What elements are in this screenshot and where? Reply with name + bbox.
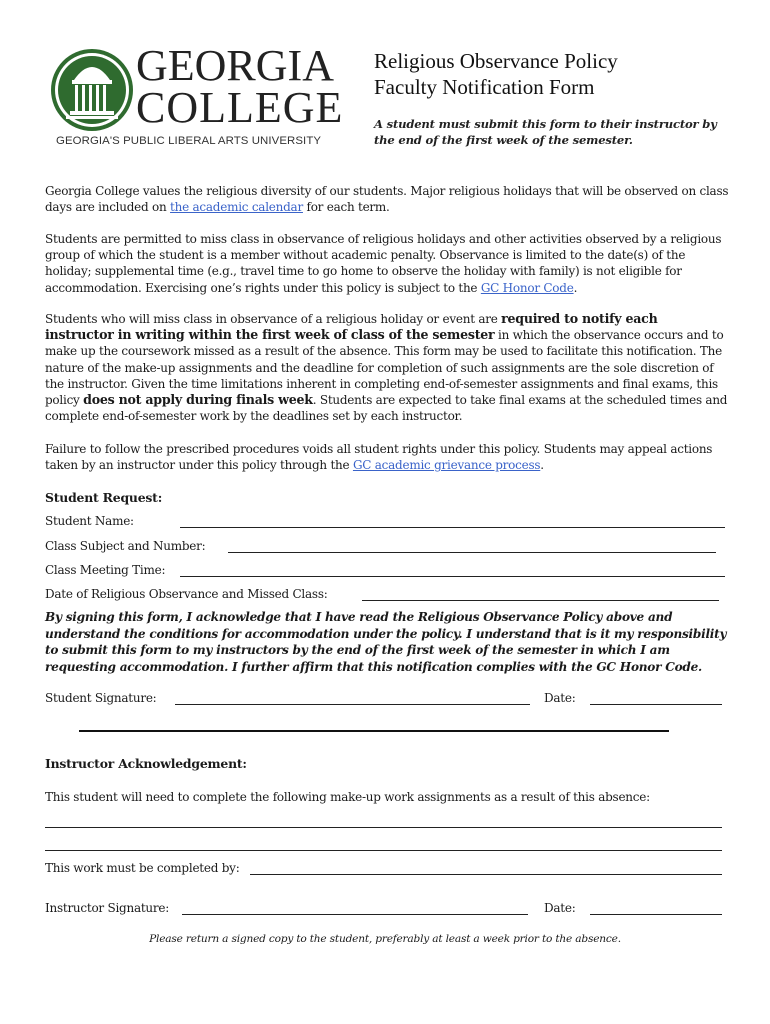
makeup-work-line-1[interactable]: [45, 827, 722, 828]
submission-note-line-1: A student must submit this form to their instructor by: [374, 117, 717, 131]
instructor-date-field[interactable]: [590, 914, 722, 915]
policy-emphasis: required to notify each instructor in writing within the first week of class of the semester: [45, 311, 658, 343]
class-subject-field[interactable]: [228, 552, 716, 553]
makeup-work-label: This student will need to complete the following make-up work assignments as a result of this absence:: [45, 790, 650, 804]
policy-text: Failure to follow the prescribed procedures voids all student rights under this policy. Students may appeal actions taken by an instructor under this policy through the: [45, 442, 713, 473]
policy-emphasis: does not apply during finals week: [83, 392, 313, 408]
student-signature-field[interactable]: [175, 704, 530, 705]
academic-calendar-link[interactable]: the academic calendar: [170, 200, 303, 215]
logo-line-college: COLLEGE: [136, 83, 344, 132]
honor-code-link[interactable]: GC Honor Code: [480, 280, 574, 295]
student-name-field[interactable]: [180, 527, 725, 528]
completion-deadline-field[interactable]: [250, 874, 722, 875]
section-divider: [79, 730, 669, 732]
student-date-field[interactable]: [590, 704, 722, 705]
observance-date-field[interactable]: [362, 600, 719, 601]
policy-text: .: [573, 280, 578, 295]
return-instructions: Please return a signed copy to the student, preferably at least a week prior to the absence.: [149, 933, 621, 945]
completion-deadline-label: This work must be completed by:: [45, 861, 240, 875]
form-title: [374, 48, 618, 100]
policy-text: Georgia College values the religious diversity of our students. Major religious holidays that will be observed on class days are included on: [45, 184, 729, 215]
policy-paragraph-1: [45, 183, 729, 215]
policy-text: Students are permitted to miss class in observance of religious holidays and other activities observed by a religious group of which the student is a member without academic penalty. Observance is limited to the date(s) of the holiday; supplemental time (e.g., travel time to go home to observe the holiday with family) is not eligible for accommodation. Exercising one’s rights under this policy is subject to the: [45, 232, 722, 295]
policy-paragraph-4: [45, 441, 729, 473]
policy-text: . Students are expected to take final exams at the scheduled times and complete end-of-semester work by the deadlines set by each instructor.: [45, 393, 728, 424]
grievance-process-link[interactable]: GC academic grievance process: [352, 458, 541, 473]
policy-text: .: [540, 458, 544, 473]
policy-text: Students who will miss class in observance of a religious holiday or event are: [45, 312, 502, 326]
instructor-signature-label: Instructor Signature:: [45, 901, 170, 915]
student-date-label: Date:: [544, 691, 576, 705]
student-signature-label: Student Signature:: [45, 691, 157, 705]
class-meeting-label: Class Meeting Time:: [45, 563, 166, 577]
makeup-work-line-2[interactable]: [45, 850, 722, 851]
class-meeting-field[interactable]: [180, 576, 725, 577]
logo-tagline: GEORGIA'S PUBLIC LIBERAL ARTS UNIVERSITY: [56, 135, 322, 147]
submission-note: [374, 117, 734, 148]
georgia-college-logo: [44, 42, 344, 152]
observance-date-label: Date of Religious Observance and Missed Class:: [45, 587, 328, 601]
class-subject-label: Class Subject and Number:: [45, 539, 206, 553]
policy-text: in which the observance occurs and to make up the coursework missed as a result of the absence. This form may be used to facilitate this notification. The nature of the make-up assignments and the deadline for completion of such assignments are the sole discretion of the instructor. Given the time limitations inherent in completing end-of-semester assignments and final exams, this policy: [45, 328, 724, 408]
student-acknowledgement-text: By signing this form, I acknowledge that I have read the Religious Observance Policy above and understand the conditions for accommodation under the policy. I understand that is it my responsibility to submit this form to my instructors by the end of the first week of the semester in which I am requesting accommodation. I further affirm that this notification complies with the GC Honor Code.: [45, 610, 727, 675]
student-name-label: Student Name:: [45, 514, 134, 528]
student-request-heading: Student Request:: [45, 490, 163, 505]
logo-line-georgia: GEORGIA: [136, 41, 334, 90]
title-line-2: Faculty Notification Form: [374, 75, 595, 99]
instructor-date-label: Date:: [544, 901, 576, 915]
policy-text: for each term.: [302, 200, 390, 215]
instructor-heading: Instructor Acknowledgement:: [45, 756, 247, 771]
policy-paragraph-3: [45, 311, 729, 424]
instructor-signature-field[interactable]: [182, 914, 528, 915]
title-line-1: Religious Observance Policy: [374, 49, 618, 73]
policy-paragraph-2: [45, 231, 729, 296]
submission-note-line-2: the end of the first week of the semester.: [374, 132, 633, 147]
